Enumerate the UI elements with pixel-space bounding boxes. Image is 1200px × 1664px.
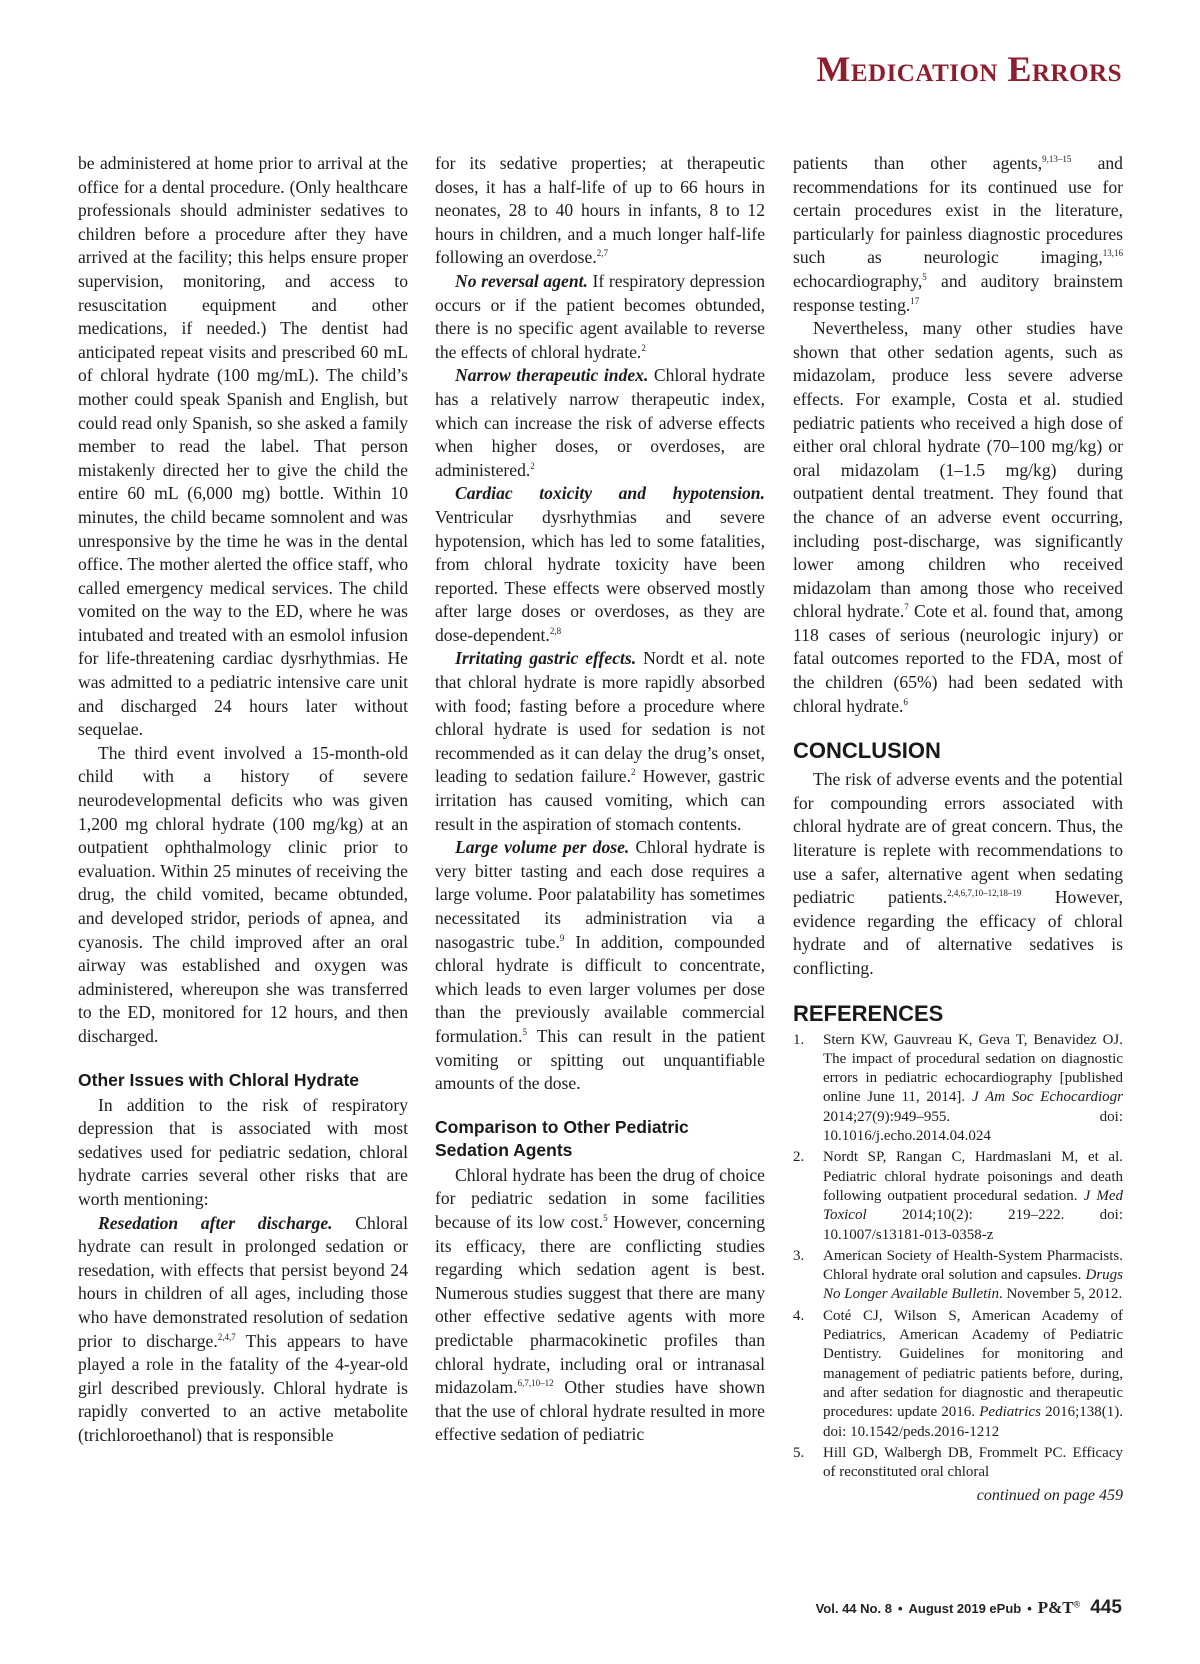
paragraph bbox=[78, 152, 408, 742]
paragraph bbox=[435, 647, 765, 836]
column-2 bbox=[435, 152, 765, 1447]
column-3 bbox=[793, 152, 1123, 1508]
citation: 6 bbox=[903, 696, 908, 707]
reference-tail: . November 5, 2012. bbox=[998, 1286, 1123, 1303]
reference-journal: Pediatrics bbox=[979, 1404, 1041, 1421]
issue-date: August 2019 ePub bbox=[908, 1601, 1022, 1616]
paragraph bbox=[435, 364, 765, 482]
run-in-heading: Resedation after discharge. bbox=[98, 1212, 333, 1233]
paragraph-text: However, concerning its efficacy, there are conflicting studies regarding which sedation agent is best. Numerous studies suggest that there are many other effective sedative agents with more predictable pharmacokinetic profiles than chloral hydrate, including oral or intranasal midazolam. bbox=[435, 1211, 765, 1398]
citation: 5 bbox=[522, 1027, 527, 1038]
paragraph-text: However, gastric irritation has caused vomiting, which can result in the aspiration of stomach contents. bbox=[435, 766, 765, 834]
paragraph-text: Chloral hydrate is very bitter tasting and each dose requires a large volume. Poor palatability has sometimes necessitated its administration via a nasogastric tube. bbox=[435, 837, 765, 952]
paragraph bbox=[78, 742, 408, 1049]
paragraph-text: Other studies have shown that the use of chloral hydrate resulted in more effective sedation of pediatric bbox=[435, 1377, 765, 1445]
paragraph-text: Chloral hydrate has a relatively narrow therapeutic index, which can increase the risk of adverse effects when higher doses, or overdoses, are administered. bbox=[435, 365, 765, 480]
page-number: 445 bbox=[1090, 1597, 1122, 1618]
conclusion-heading: CONCLUSION bbox=[793, 738, 941, 764]
paragraph bbox=[435, 270, 765, 364]
paragraph-text: Chloral hydrate can result in prolonged sedation or resedation, with effects that persist beyond 24 hours in children of all ages, including those who have demonstrated resolution of sedation prior to discharge. bbox=[78, 1212, 409, 1351]
citation: 7 bbox=[904, 602, 909, 613]
paragraph bbox=[435, 482, 765, 647]
reference-text: Nordt SP, Rangan C, Hardmaslani M, et al. Pediatric chloral hydrate poisonings and death following outpatient procedural sedation. bbox=[823, 1149, 1123, 1204]
reference-item bbox=[793, 1307, 1123, 1442]
paragraph bbox=[435, 1164, 765, 1447]
paragraph-text: for its sedative properties; at therapeutic doses, it has a half-life of up to 66 hours in neonates, 28 to 40 hours in infants, 8 to 12 hours in children, and a much longer half-life following an overdose. bbox=[435, 153, 765, 268]
citation: 2 bbox=[641, 342, 646, 353]
run-in-heading: No reversal agent. bbox=[455, 270, 588, 291]
citation: 2 bbox=[631, 767, 636, 778]
citation: 13,16 bbox=[1102, 248, 1123, 259]
paragraph-text: be administered at home prior to arrival at the office for a dental procedure. (Only healthcare professionals should administer sedatives to children before a procedure after they have arrived at the facility; this helps ensure proper supervision, monitoring, and access to resuscitation equipment and other medications, if needed.) The dentist had anticipated repeat visits and prescribed 60 mL of chloral hydrate (100 mg/mL). The child’s mother could speak Spanish and English, but could read only Spanish, so she asked a family member to read the label. That person mistakenly directed her to give the child the entire 60 mL (6,000 mg) bottle. Within 10 minutes, the child became somnolent and was unresponsive by the time he was in the dental office. The mother alerted the office staff, who called emergency medical services. The child vomited on the way to the ED, where he was intubated and treated with an esmolol infusion for life-threatening cardiac dysrhythmias. He was admitted to a pediatric intensive care unit and discharged 24 hours later without sequelae. bbox=[78, 153, 408, 740]
paragraph-text: In addition, compounded chloral hydrate is difficult to concentrate, which leads to even larger volumes per dose than the previously available commercial formulation. bbox=[435, 931, 766, 1046]
paragraph-text: patients than other agents, bbox=[793, 153, 1043, 173]
page-footer bbox=[816, 1597, 1122, 1619]
paragraph-text: Nordt et al. note that chloral hydrate is more rapidly absorbed with food; fasting before a procedure where chloral hydrate is used for sedation is not recommended as it can delay the drug’s onset, leading to sedation failure. bbox=[435, 648, 765, 787]
paragraph bbox=[78, 1094, 408, 1212]
citation: 2 bbox=[530, 460, 535, 471]
reference-journal: J Am Soc Echocardiogr bbox=[971, 1089, 1123, 1106]
citation: 5 bbox=[922, 272, 927, 283]
paragraph-text: The risk of adverse events and the potential for compounding errors associated with chloral hydrate are of great concern. Thus, the literature is replete with recommendations to use a safer, alternative agent when sedating pediatric patients. bbox=[793, 769, 1123, 908]
journal-brand: P&T bbox=[1037, 1598, 1074, 1617]
reference-item bbox=[793, 1247, 1123, 1305]
paragraph-text: Nevertheless, many other studies have shown that other sedation agents, such as midazolam, produce less severe adverse effects. For example, Costa et al. studied pediatric patients who received a high dose of either oral chloral hydrate (70–100 mg/kg) or oral midazolam (1–1.5 mg/kg) during outpatient dental treatment. They found that the chance of an adverse event occurring, including post-discharge, was significantly lower among children who received midazolam than among those who received chloral hydrate. bbox=[793, 318, 1123, 622]
section-title: Medication Errors bbox=[816, 49, 1122, 89]
registered-mark: ® bbox=[1073, 1599, 1081, 1610]
paragraph-text: and recommendations for its continued use for certain procedures exist in the literature, particularly for painless diagnostic procedures such as neurologic imaging, bbox=[793, 153, 1123, 268]
column-1 bbox=[78, 152, 408, 1447]
reference-list bbox=[793, 1031, 1123, 1483]
citation: 17 bbox=[910, 295, 920, 306]
run-in-heading: Large volume per dose. bbox=[455, 837, 630, 858]
subheading-comparison: Comparison to Other Pediatric Sedation Agents bbox=[435, 1116, 689, 1160]
reference-number: 3. bbox=[793, 1247, 805, 1264]
paragraph bbox=[793, 317, 1123, 718]
paragraph-text: echocardiography, bbox=[793, 270, 923, 291]
reference-text: Coté CJ, Wilson S, American Academy of Pediatrics, American Academy of Pediatric Dentistry. Guidelines for monitoring and management of pediatric patients before, during, and after sedation for diagnostic and therapeutic procedures: update 2016. bbox=[823, 1307, 1123, 1421]
paragraph-text: and auditory brainstem response testing. bbox=[793, 270, 1123, 315]
paragraph bbox=[793, 768, 1123, 980]
paragraph bbox=[78, 1212, 408, 1448]
bullet-separator: • bbox=[1027, 1601, 1032, 1616]
paragraph-text: This appears to have played a role in the fatality of the 4-year-old girl described previously. Chloral hydrate is rapidly converted to an active metabolite (trichloroethanol) that is responsible bbox=[78, 1330, 408, 1445]
reference-journal: Drugs No Longer Available Bulletin bbox=[823, 1267, 1123, 1303]
reference-tail: 2014;27(9):949–955. doi: 10.1016/j.echo.2014.04.024 bbox=[823, 1108, 1123, 1145]
reference-item bbox=[793, 1148, 1123, 1244]
reference-tail: 2014;10(2): 219–222. doi: 10.1007/s13181-013-0358-z bbox=[823, 1207, 1123, 1243]
citation: 2,7 bbox=[596, 248, 608, 259]
volume-info: Vol. 44 No. 8 bbox=[815, 1601, 892, 1616]
paragraph bbox=[435, 836, 765, 1096]
citation: 2,4,6,7,10–12,18–19 bbox=[947, 888, 1022, 899]
reference-number: 5. bbox=[793, 1444, 805, 1461]
reference-text: Stern KW, Gauvreau K, Geva T, Benavidez OJ. The impact of procedural sedation on diagnostic errors in pediatric echocardiography [published online June 11, 2014]. bbox=[823, 1031, 1123, 1106]
run-in-heading: Narrow therapeutic index. bbox=[455, 365, 649, 386]
paragraph bbox=[793, 152, 1123, 317]
paragraph-text: Chloral hydrate has been the drug of choice for pediatric sedation in some facilities because of its low cost. bbox=[435, 1164, 765, 1232]
citation: 6,7,10–12 bbox=[517, 1378, 554, 1389]
citation: 9,13–15 bbox=[1042, 154, 1072, 165]
reference-journal: J Med Toxicol bbox=[823, 1187, 1124, 1224]
reference-text: American Society of Health-System Pharmacists. Chloral hydrate oral solution and capsules. bbox=[823, 1247, 1123, 1284]
paragraph-text: The third event involved a 15-month-old child with a history of severe neurodevelopmental deficits who was given 1,200 mg chloral hydrate (100 mg/kg) at an outpatient ophthalmology clinic prior to evaluation. Within 25 minutes of receiving the drug, the child vomited, became obtunded, and developed stridor, periods of apnea, and cyanosis. The child improved after an oral airway was established and oxygen was administered, whereupon she was transferred to the ED, monitored for 12 hours, and then discharged. bbox=[78, 742, 408, 1046]
references-heading: REFERENCES bbox=[793, 1000, 944, 1026]
run-in-heading: Irritating gastric effects. bbox=[455, 648, 637, 669]
reference-number: 4. bbox=[793, 1307, 805, 1324]
citation: 5 bbox=[603, 1213, 608, 1224]
paragraph-text: In addition to the risk of respiratory depression that is associated with most sedatives used for pediatric sedation, chloral hydrate carries several other risks that are worth mentioning: bbox=[78, 1094, 408, 1209]
paragraph-text: If respiratory depression occurs or if the patient becomes obtunded, there is no specific agent available to reverse the effects of chloral hydrate. bbox=[435, 270, 765, 362]
reference-item bbox=[793, 1444, 1123, 1483]
reference-tail: 2016;138(1). doi: 10.1542/peds.2016-1212 bbox=[823, 1404, 1123, 1440]
bullet-separator: • bbox=[897, 1601, 903, 1616]
citation: 2,8 bbox=[549, 626, 562, 637]
continued-note: continued on page 459 bbox=[976, 1487, 1123, 1505]
paragraph-text: Cote et al. found that, among 118 cases of serious (neurologic injury) or fatal outcomes reported to the FDA, most of the children (65%) had been sedated with chloral hydrate. bbox=[793, 601, 1124, 716]
reference-item bbox=[793, 1031, 1123, 1147]
reference-text: Hill GD, Walbergh DB, Frommelt PC. Efficacy of reconstituted oral chloral bbox=[823, 1444, 1123, 1481]
citation: 2,4,7 bbox=[217, 1331, 236, 1342]
reference-number: 1. bbox=[793, 1031, 805, 1048]
run-in-heading: Cardiac toxicity and hypotension. bbox=[455, 483, 765, 504]
reference-number: 2. bbox=[793, 1149, 805, 1166]
citation: 9 bbox=[559, 932, 565, 943]
paragraph-text: Ventricular dysrhythmias and severe hypotension, which has led to some fatalities, from chloral hydrate toxicity have been reported. These effects were observed mostly after large doses or overdoses, as they are dose-dependent. bbox=[435, 506, 765, 645]
subheading-other-issues: Other Issues with Chloral Hydrate bbox=[78, 1069, 360, 1090]
paragraph-text: However, evidence regarding the efficacy of chloral hydrate and of alternative sedatives is conflicting. bbox=[793, 887, 1123, 978]
paragraph-text: This can result in the patient vomiting or spitting out unquantifiable amounts of the dose. bbox=[435, 1025, 765, 1094]
paragraph bbox=[435, 152, 765, 270]
